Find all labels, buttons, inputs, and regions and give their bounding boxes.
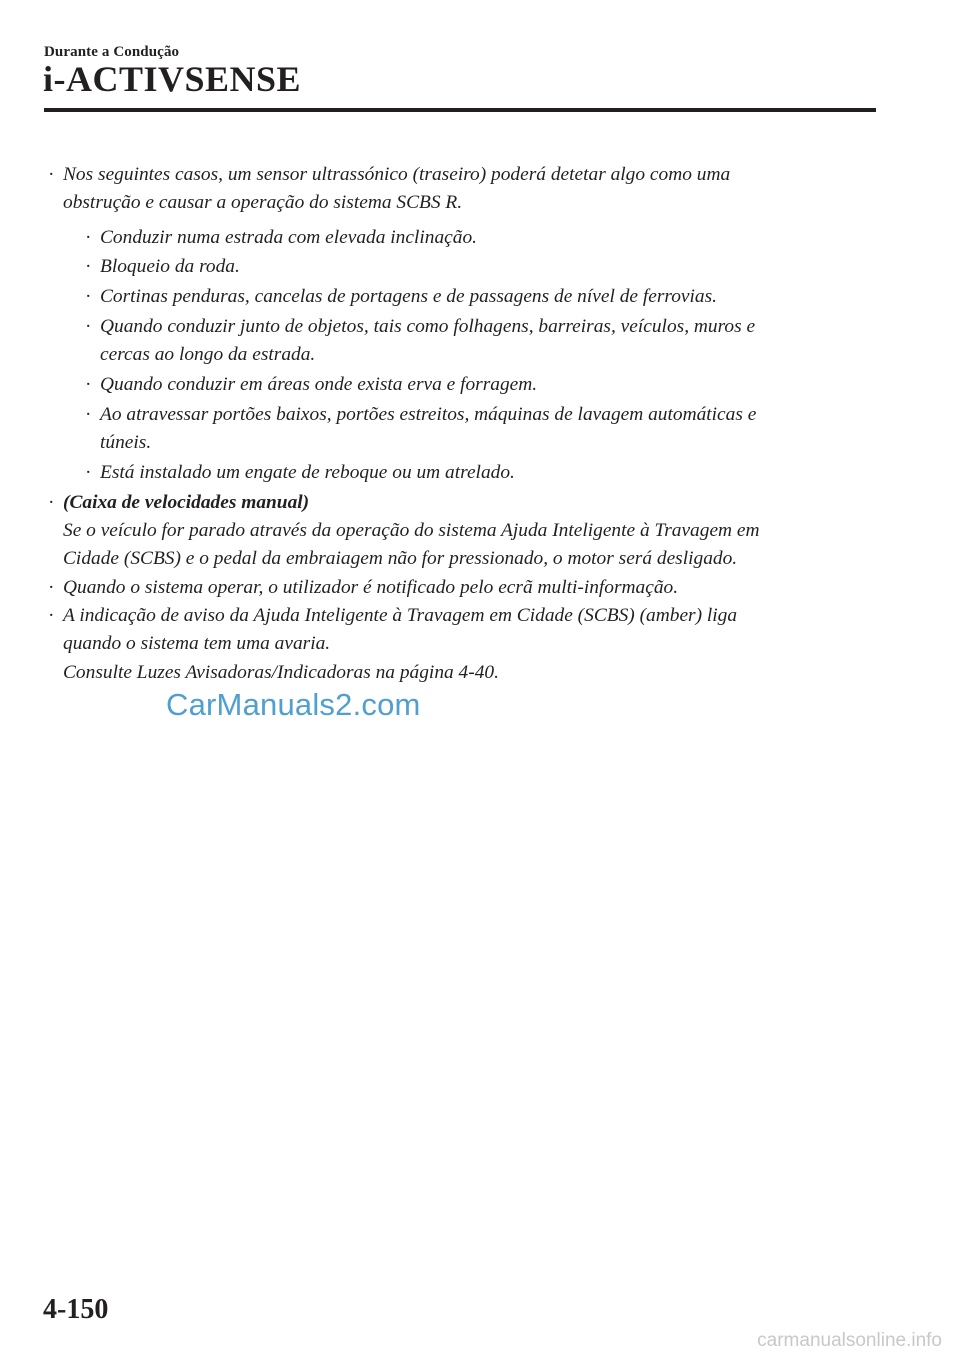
- item-line: Está instalado um engate de reboque ou um atrelado.: [100, 461, 515, 483]
- content-body: [48, 161, 878, 687]
- bullet: ·: [85, 226, 92, 248]
- header-divider: [44, 108, 876, 112]
- page-title: i-ACTIVSENSE: [43, 59, 302, 99]
- list-item: [48, 161, 878, 487]
- list-item: [48, 602, 878, 687]
- site-watermark: CarManuals2.com: [166, 687, 421, 722]
- list-item: [48, 574, 878, 602]
- item-heading: (Caixa de velocidades manual): [63, 491, 310, 513]
- bullet: ·: [48, 491, 55, 513]
- bullet: ·: [48, 164, 55, 185]
- sub-list-item: [85, 313, 878, 370]
- item-line: obstrução e causar a operação do sistema SCBS R.: [63, 192, 463, 214]
- sub-list-item: [85, 401, 878, 458]
- item-line: A indicação de aviso da Ajuda Inteligente à Travagem em Cidade (SCBS) (amber) liga: [63, 604, 738, 626]
- sub-list-item: [85, 224, 878, 252]
- item-line: Cortinas penduras, cancelas de portagens e de passagens de nível de ferrovias.: [100, 286, 717, 308]
- page-number: 4-150: [43, 1294, 109, 1325]
- item-line: Consulte Luzes Avisadoras/Indicadoras na página 4-40.: [63, 661, 499, 683]
- item-line: túneis.: [100, 432, 152, 454]
- item-line: Quando conduzir em áreas onde exista erva e forragem.: [100, 374, 538, 396]
- sub-list-item: [85, 283, 878, 311]
- item-line: Se o veículo for parado através da operação do sistema Ajuda Inteligente à Travagem em: [63, 520, 760, 542]
- bullet: ·: [48, 604, 55, 626]
- item-line: Conduzir numa estrada com elevada inclinação.: [100, 226, 477, 248]
- section-label: Durante a Condução: [44, 44, 180, 60]
- sub-list: [63, 224, 878, 488]
- bullet: ·: [85, 461, 92, 483]
- sub-list-item: [85, 459, 878, 487]
- footer-watermark: carmanualsonline.info: [757, 1330, 942, 1351]
- item-line: quando o sistema tem uma avaria.: [63, 633, 331, 655]
- item-line: Ao atravessar portões baixos, portões estreitos, máquinas de lavagem automáticas e: [100, 403, 757, 425]
- item-line: Bloqueio da roda.: [100, 256, 240, 278]
- item-line: cercas ao longo da estrada.: [100, 344, 316, 366]
- bullet: ·: [85, 403, 92, 425]
- item-line: Quando o sistema operar, o utilizador é notificado pelo ecrã multi-informação.: [63, 576, 679, 598]
- list-item: [48, 489, 878, 574]
- bullet: ·: [85, 374, 92, 396]
- bullet: ·: [85, 286, 92, 308]
- item-line: Cidade (SCBS) e o pedal da embraiagem não for pressionado, o motor será desligado.: [63, 548, 738, 570]
- bullet: ·: [85, 256, 92, 278]
- item-line: Quando conduzir junto de objetos, tais como folhagens, barreiras, veículos, muros e: [100, 315, 756, 337]
- sub-list-item: [85, 371, 878, 399]
- item-line: Nos seguintes casos, um sensor ultrassónico (traseiro) poderá detetar algo como uma: [63, 164, 731, 185]
- bullet: ·: [48, 576, 55, 598]
- bullet: ·: [85, 315, 92, 337]
- sub-list-item: [85, 253, 878, 281]
